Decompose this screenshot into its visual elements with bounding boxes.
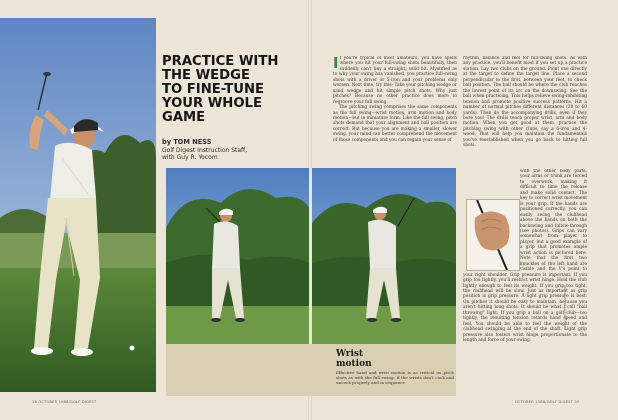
photo-credit: PHOTOGRAPHS BY JIM MOORE bbox=[563, 284, 567, 330]
author-staff: Golf Digest Instruction Staff, bbox=[162, 146, 248, 154]
byline bbox=[162, 139, 247, 162]
column-1-paragraph-2: The pitching swing comprises the same components as the full swing—wrist motion, arm motion and body motion—but in miniature form. Like the full swing, pitch shots demand that your alignment and ball position are correct. But because you are making a smaller, slower swing, your mind can better comprehend the movement of those components and you can regain your sense of bbox=[333, 105, 457, 143]
golfer-photo bbox=[0, 18, 156, 392]
swing-sequence-panel bbox=[166, 168, 456, 396]
column-3-paragraph: with the other body parts, your arms or trunk are forced to overwork, making it difficult to time the release and make solid contact. The key to correct wrist movement is your grip. If the hands are positioned correctly, you can easily swing the clubhead above the hands on both the backswing and follow-through (see photos). Grips can vary somewhat from player to player, but a good example of a grip that promotes ample wrist action is pictured here. Note that the first two knuckles of the left hand are visible and the V's point to your right shoulder. Grip pressure is important. If you grip too tightly, you'll restrict wrist hinge. Hold the club lightly enough to feel its weight. If you grip too tight, the clubhead will be slow. Just as important as grip position is grip pressure. A light grip pressure is best. On pitches it should be easy to maintain, because you aren't hitting long shots. It should be what I call "ball throwing" light. If you grip a ball on a golf club—too tightly, the resulting tension retards hand speed and feel. You should be able to feel the weight of the clubhead swinging at the end of the shaft. Light grip pressure also fosters wrist hinge proportionate to the length and force of your swing. bbox=[463, 169, 587, 344]
callout-title-line: motion bbox=[336, 358, 372, 369]
callout-title-line: Wrist bbox=[336, 349, 364, 359]
swing-sequence-photo bbox=[166, 168, 456, 344]
headline-line: TO FINE-TUNE bbox=[162, 82, 265, 97]
headline-line: YOUR WHOLE bbox=[162, 96, 262, 111]
column-1-paragraph: f you're typical of most amateurs, you have spells where you hit your full-swing shots beautifully, then suddenly can't buy a straight, solid hit. Mystified as to why your swing has vanished, you practice full-swing shots with a driver or 5-iron and your problems only worsen. Next time, try this: Take your pitching wedge or sand wedge and hit simple pitch shots. Why just pitches? Because no other practice does more to regroove your full swing. bbox=[333, 56, 457, 105]
footer-right: OCTOBER 1988/GOLF DIGEST 39 bbox=[515, 400, 580, 404]
grip-photo bbox=[466, 199, 520, 271]
footer-left: 38 OCTOBER 1988/GOLF DIGEST bbox=[32, 400, 97, 404]
callout-text: Effective hand and wrist motion is as critical on pitch shots as with the full swing. If the wrists don't cock and uncock properly and in sequence bbox=[336, 370, 454, 386]
author-name: by TOM NESS bbox=[162, 138, 212, 146]
headline-line: PRACTICE WITH bbox=[162, 54, 279, 69]
article-column-2 bbox=[463, 56, 587, 166]
callout-title bbox=[336, 350, 372, 369]
column-2-paragraph: rhythm, balance and feel for full-swing shots. As with any practice, you'll benefit most if you set up a practice station. Lay two clubs on the ground. Point one directly at the target to define the target line. Place a second perpendicular to the first, between your feet, to check ball position. The ball should be where the club reaches the lowest point of its arc on the downswing. See the ball when practicing. This helps relieve swing-inhibiting tension and promote positive success patterns. Hit a number of normal pitches different distances (30 to 60 yards). Then do the accompanying drills, even if they bore you! The drills teach proper wrist, arm and body motion. When you get good at them, practice the pitching swing with other clubs, say a 6-iron and 4-wood. That will help you maintain the fundamentals you've reestablished when you go back to hitting full shots. bbox=[463, 56, 587, 149]
headline-line: THE WEDGE bbox=[162, 68, 250, 83]
article-column-1 bbox=[333, 56, 457, 166]
headline-line: GAME bbox=[162, 110, 206, 125]
coauthor: with Guy R. Yocom bbox=[162, 154, 218, 161]
drop-cap: I bbox=[333, 56, 339, 72]
article-headline bbox=[162, 55, 308, 125]
